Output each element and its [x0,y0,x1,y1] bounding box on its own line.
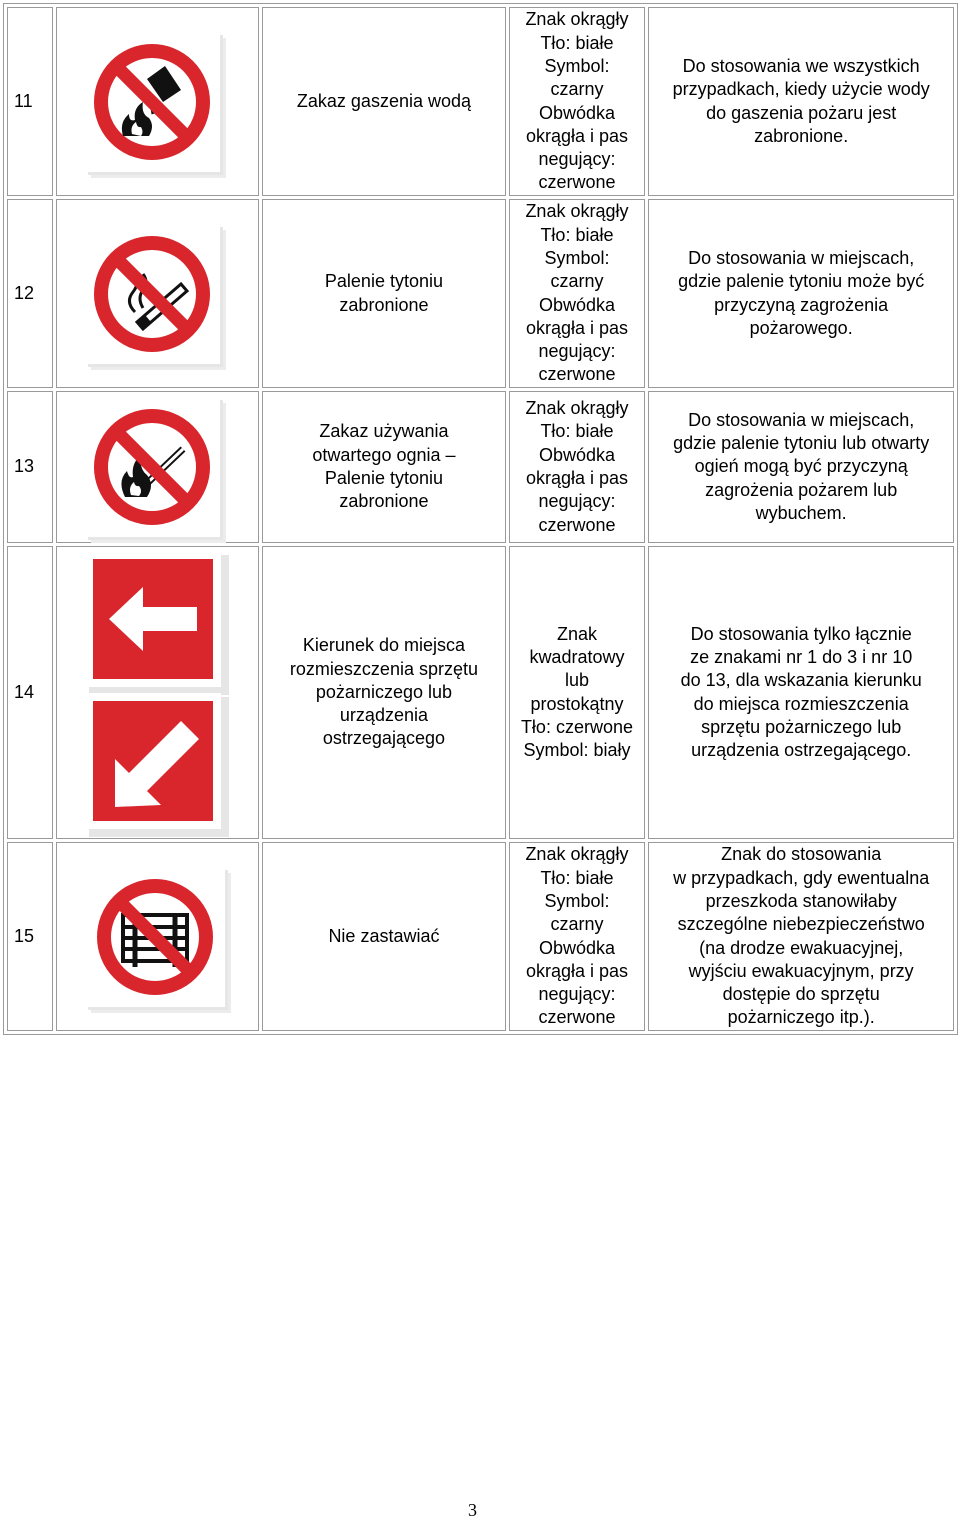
sign-name: Nie zastawiać [262,842,505,1031]
sign-description: Do stosowania we wszystkich przypadkach, kiedy użycie wody do gaszenia pożaru jest zabronione. [648,7,954,196]
table-row [7,391,954,543]
row-number: 14 [7,546,53,839]
do-not-obstruct-icon [85,867,225,1007]
table-row [7,546,954,839]
sign-type: Znak okrągły Tło: białe Symbol: czarny Obwódka okrągła i pas negujący: czerwone [509,7,646,196]
safety-signs-table [3,3,958,1035]
sign-image-cell [56,842,259,1031]
sign-description: Znak do stosowania w przypadkach, gdy ewentualna przeszkoda stanowiłaby szczególne niebezpieczeństwo (na drodze ewakuacyjnej, wyjściu ewakuacyjnym, przy dostępie do sprzętu pożarniczego itp.). [648,842,954,1031]
row-number: 11 [7,7,53,196]
sign-name: Zakaz gaszenia wodą [262,7,505,196]
sign-description: Do stosowania tylko łącznie ze znakami nr 1 do 3 i nr 10 do 13, dla wskazania kierunku do miejsca rozmieszczenia sprzętu pożarniczego lub urządzenia ostrzegającego. [648,546,954,839]
row-number: 13 [7,391,53,543]
sign-image-cell [56,391,259,543]
sign-image-cell [56,546,259,839]
sign-description: Do stosowania w miejscach, gdzie palenie tytoniu lub otwarty ogień mogą być przyczyną zagrożenia pożarem lub wybuchem. [648,391,954,543]
sign-name: Kierunek do miejsca rozmieszczenia sprzętu pożarniczego lub urządzenia ostrzegającego [262,546,505,839]
table-row [7,7,954,196]
page-number: 3 [468,1500,477,1520]
row-number: 15 [7,842,53,1031]
sign-type: Znak okrągły Tło: białe Symbol: czarny Obwódka okrągła i pas negujący: czerwone [509,842,646,1031]
direction-arrow-icons [85,551,223,835]
sign-name: Palenie tytoniu zabronione [262,199,505,388]
no-water-extinguishing-icon [85,32,220,172]
sign-image-cell [56,7,259,196]
table-row [7,842,954,1031]
no-smoking-icon [85,224,220,364]
table-row [7,199,954,388]
sign-type: Znak okrągły Tło: białe Obwódka okrągła i pas negujący: czerwone [509,391,646,543]
sign-type: Znak kwadratowy lub prostokątny Tło: czerwone Symbol: biały [509,546,646,839]
row-number: 12 [7,199,53,388]
sign-type: Znak okrągły Tło: białe Symbol: czarny Obwódka okrągła i pas negujący: czerwone [509,199,646,388]
sign-name: Zakaz używania otwartego ognia – Palenie tytoniu zabronione [262,391,505,543]
sign-description: Do stosowania w miejscach, gdzie palenie tytoniu może być przyczyną zagrożenia pożarowego. [648,199,954,388]
sign-image-cell [56,199,259,388]
no-open-flame-icon [85,397,220,537]
